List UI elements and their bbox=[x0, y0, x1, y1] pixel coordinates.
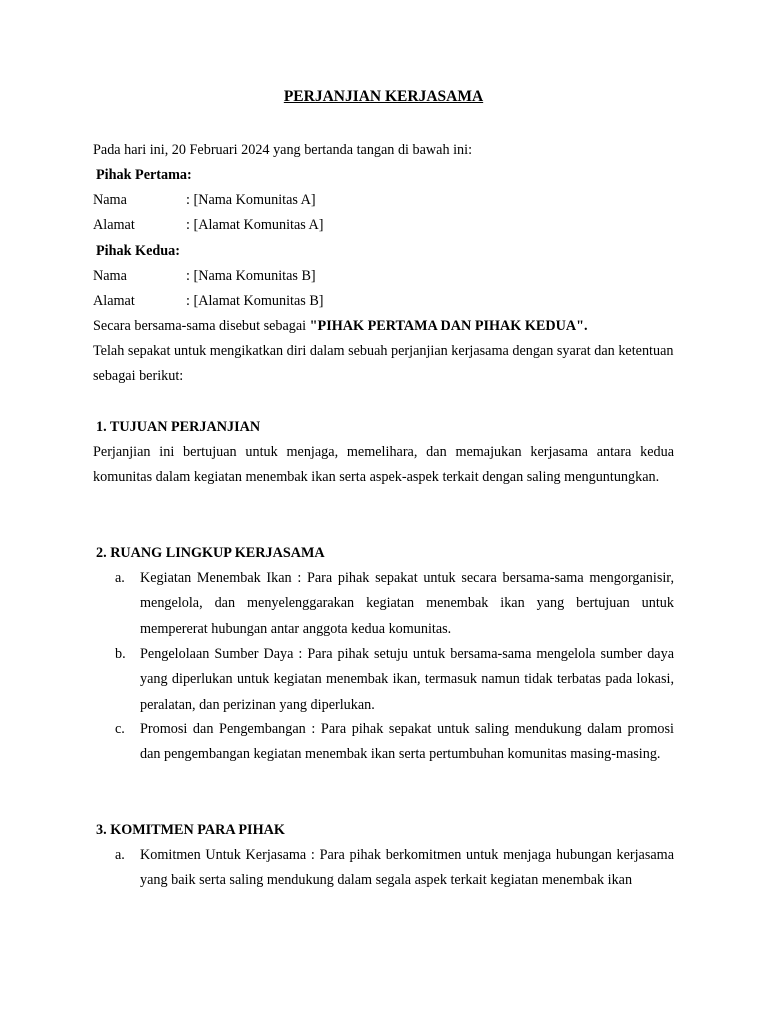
list-marker: a. bbox=[115, 847, 125, 863]
list-marker: c. bbox=[115, 721, 125, 737]
nama-value: : [Nama Komunitas A] bbox=[186, 192, 316, 208]
list-item bbox=[115, 843, 674, 894]
section-paragraph: Perjanjian ini bertujuan untuk menjaga, memelihara, dan memajukan kerjasama antara kedua komunitas dalam kegiatan menembak ikan serta aspek-aspek terkait dengan saling menguntungkan. bbox=[93, 444, 674, 486]
nama-label: Nama bbox=[93, 192, 127, 208]
nama-label: Nama bbox=[93, 268, 127, 284]
list-item bbox=[115, 642, 674, 718]
pihak-pertama-alamat-row bbox=[93, 217, 324, 234]
alamat-label: Alamat bbox=[93, 217, 135, 233]
list-item-text: Promosi dan Pengembangan : Para pihak sepakat untuk saling mendukung dalam promosi dan pengembangan kegiatan menembak ikan serta pertumbuhan komunitas masing-masing. bbox=[140, 721, 674, 763]
pihak-kedua-heading: Pihak Kedua: bbox=[96, 243, 180, 259]
section-heading: 1. TUJUAN PERJANJIAN bbox=[96, 419, 261, 435]
pihak-pertama-heading: Pihak Pertama: bbox=[96, 167, 192, 183]
list-marker: b. bbox=[115, 646, 126, 662]
alamat-value: : [Alamat Komunitas A] bbox=[186, 217, 324, 233]
secara-bersama-text bbox=[93, 318, 588, 335]
secara-prefix: Secara bersama-sama disebut sebagai bbox=[93, 318, 310, 334]
intro-text: Pada hari ini, 20 Februari 2024 yang bertanda tangan di bawah ini: bbox=[93, 142, 473, 158]
list-item-text: Pengelolaan Sumber Daya : Para pihak setuju untuk bersama-sama mengelola sumber daya yang diperlukan untuk kegiatan menembak ikan, termasuk namun tidak terbatas pada lokasi, peralatan, dan perizinan yang diperlukan. bbox=[140, 646, 674, 713]
pihak-kedua-nama-row bbox=[93, 268, 316, 285]
alamat-value: : [Alamat Komunitas B] bbox=[186, 293, 324, 309]
list-item bbox=[115, 566, 674, 642]
secara-bold: "PIHAK PERTAMA DAN PIHAK KEDUA". bbox=[309, 318, 588, 334]
pihak-pertama-nama-row bbox=[93, 192, 316, 209]
document-title: PERJANJIAN KERJASAMA bbox=[283, 88, 484, 105]
telah-sepakat-paragraph: Telah sepakat untuk mengikatkan diri dalam sebuah perjanjian kerjasama dengan syarat dan ketentuan sebagai berikut: bbox=[93, 343, 674, 385]
section-heading: 2. RUANG LINGKUP KERJASAMA bbox=[96, 545, 325, 561]
alamat-label: Alamat bbox=[93, 293, 135, 309]
list-item bbox=[115, 717, 674, 768]
list-item-text: Komitmen Untuk Kerjasama : Para pihak berkomitmen untuk menjaga hubungan kerjasama yang baik serta saling mendukung dalam segala aspek terkait kegiatan menembak ikan bbox=[140, 847, 674, 889]
pihak-kedua-alamat-row bbox=[93, 293, 324, 310]
list-item-text: Kegiatan Menembak Ikan : Para pihak sepakat untuk secara bersama-sama mengorganisir, mengelola, dan menyelenggarakan kegiatan menembak ikan yang bertujuan untuk mempererat hubungan antar anggota kedua komunitas. bbox=[140, 570, 674, 637]
list-marker: a. bbox=[115, 570, 125, 586]
nama-value: : [Nama Komunitas B] bbox=[186, 268, 316, 284]
section-heading: 3. KOMITMEN PARA PIHAK bbox=[96, 822, 285, 838]
